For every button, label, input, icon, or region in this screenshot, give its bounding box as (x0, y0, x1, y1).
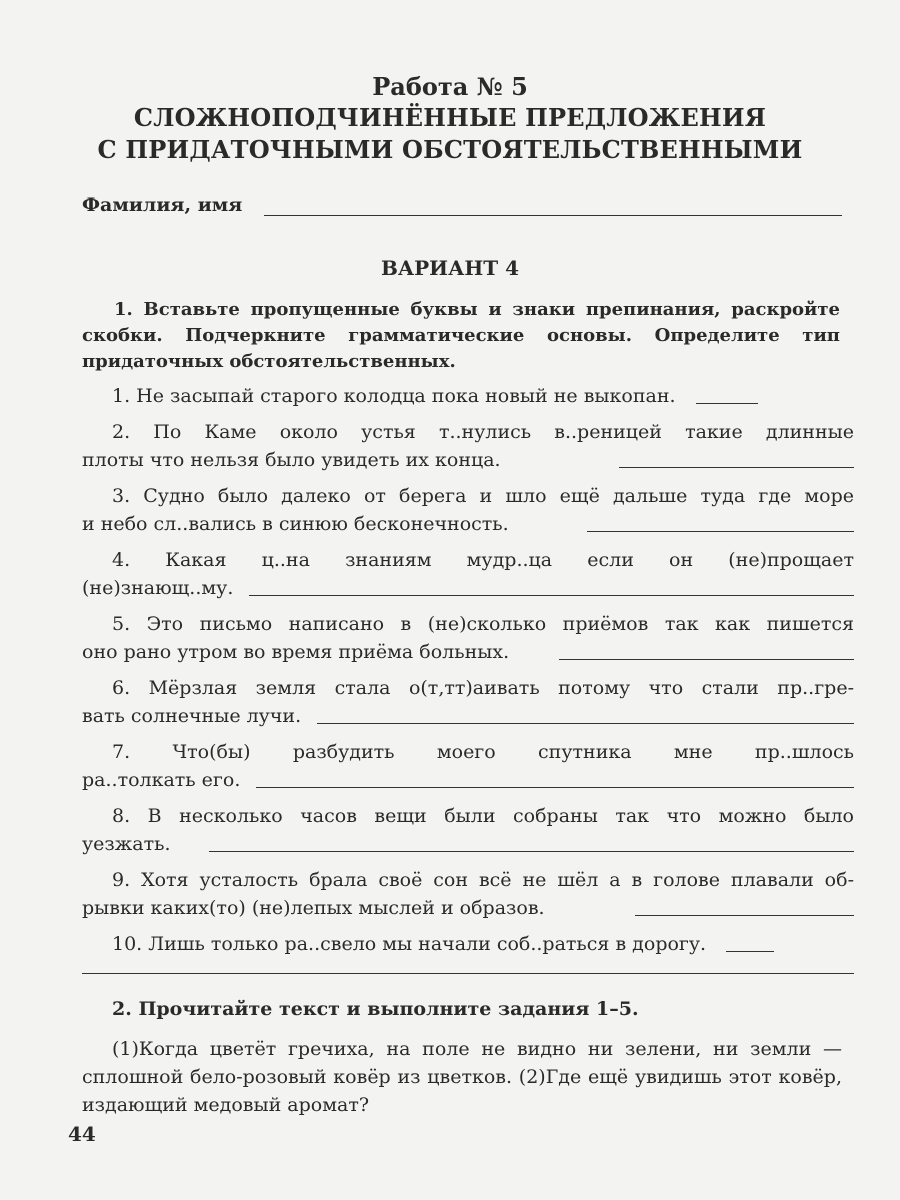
sentence-text: 7. Что(бы) разбудить моего спутника мне пр..шлось (112, 741, 854, 763)
sentence-item (82, 382, 854, 410)
task-1-instruction: 1. Вставьте пропущенные буквы и знаки препинания, раскройте скобки. Подчеркните грамматические основы. Определите тип придаточных обстоятельственных. (82, 299, 840, 372)
answer-line-full[interactable] (82, 972, 854, 974)
sentence-text: 5. Это письмо написано в (не)сколько приёмов так как пишется (112, 613, 854, 635)
answer-line[interactable] (726, 933, 774, 952)
sentence-text: 9. Хотя усталость брала своё сон всё не шёл а в голове плавали об- (112, 869, 854, 891)
name-answer-line[interactable] (264, 197, 842, 216)
answer-line[interactable] (635, 897, 854, 916)
sentence-text-continued: вать солнечные лучи. (82, 705, 302, 727)
variant-heading: ВАРИАНТ 4 (380, 256, 520, 280)
sentence-text: 2. По Каме около устья т..нулись в..реницей такие длинные (112, 421, 854, 443)
sentence-item (82, 802, 854, 858)
sentence-text: 1. Не засыпай старого колодца пока новый не выкопан. (112, 385, 676, 407)
answer-line[interactable] (317, 705, 854, 724)
sentence-text-continued: и небо сл..вались в синюю бесконечность. (82, 513, 509, 535)
answer-line[interactable] (587, 513, 854, 532)
name-field-label: Фамилия, имя (82, 194, 243, 216)
sentence-text: 3. Судно было далеко от берега и шло ещё дальше туда где море (112, 485, 854, 507)
sentence-text-continued: уезжать. (82, 833, 171, 855)
sentence-text: 8. В несколько часов вещи были собраны так что можно было (112, 805, 854, 827)
sentence-item (82, 546, 854, 602)
sentence-text: 4. Какая ц..на знаниям мудр..ца если он (не)прощает (112, 549, 854, 571)
answer-line[interactable] (696, 385, 758, 404)
answer-line[interactable] (559, 641, 854, 660)
page-number: 44 (68, 1122, 96, 1146)
name-field-row (82, 194, 842, 216)
sentence-list (82, 382, 854, 982)
answer-line[interactable] (249, 577, 854, 596)
task-2-instruction: 2. Прочитайте текст и выполните задания 1–5. (112, 998, 639, 1020)
sentence-text-continued: (не)знающ..му. (82, 577, 234, 599)
sentence-item (82, 738, 854, 794)
sentence-item (82, 866, 854, 922)
work-title: Работа № 5 (372, 72, 528, 101)
topic-title-line-2: С ПРИДАТОЧНЫМИ ОБСТОЯТЕЛЬСТВЕННЫМИ (97, 135, 803, 164)
sentence-text: 6. Мёрзлая земля стала о(т,тт)аивать потому что стали пр..гре- (112, 677, 854, 699)
sentence-item (82, 930, 854, 974)
title-block (0, 72, 900, 166)
answer-line[interactable] (619, 449, 854, 468)
answer-line[interactable] (209, 833, 855, 852)
sentence-text: 10. Лишь только ра..свело мы начали соб..раться в дорогу. (112, 933, 707, 955)
sentence-text-continued: плоты что нельзя было увидеть их конца. (82, 449, 501, 471)
sentence-text-continued: рывки каких(то) (не)лепых мыслей и образов. (82, 897, 545, 919)
topic-title-line-1: СЛОЖНОПОДЧИНЁННЫЕ ПРЕДЛОЖЕНИЯ (133, 103, 767, 132)
answer-line[interactable] (256, 769, 854, 788)
sentence-text-continued: оно рано утром во время приёма больных. (82, 641, 510, 663)
sentence-text-continued: ра..толкать его. (82, 769, 241, 791)
sentence-item (82, 610, 854, 666)
sentence-item (82, 418, 854, 474)
sentence-item (82, 674, 854, 730)
task-2-text: (1)Когда цветёт гречиха, на поле не видно ни зелени, ни земли — сплошной бело-розовый ковёр из цветков. (2)Где ещё увидишь этот ковёр, издающий медовый аромат? (82, 1038, 842, 1116)
sentence-item (82, 482, 854, 538)
